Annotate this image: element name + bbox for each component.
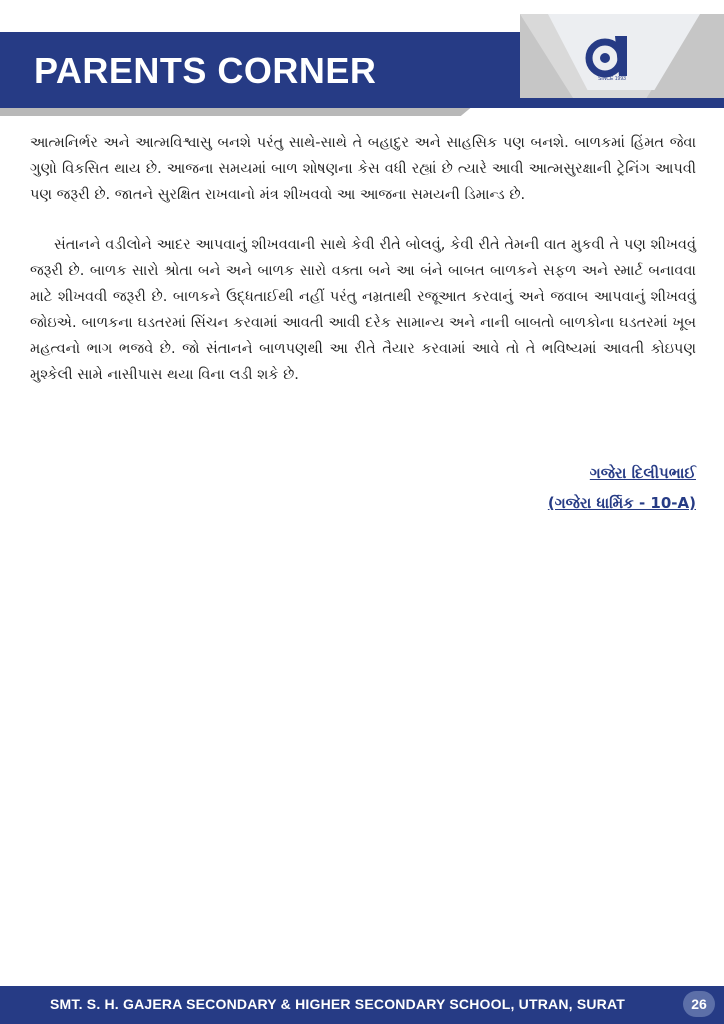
page-number-badge: 26 [683,991,715,1017]
author-detail: (ગજેરા ધાર્મિક - 10-A) [547,494,696,512]
page-title: PARENTS CORNER [34,50,377,91]
author-signature [548,458,696,518]
school-logo-icon [583,30,635,82]
footer-school-name: SMT. S. H. GAJERA SECONDARY & HIGHER SECONDARY SCHOOL, UTRAN, SURAT [50,996,626,1012]
article-body [30,130,696,412]
article-paragraph: આત્મનિર્ભર અને આત્મવિશ્વાસુ બનશે પરંતુ સાથે-સાથે તે બહાદુર અને સાહસિક પણ બનશે. બાળકમાં હિંમત જેવા ગુણો વિકસિત થાય છે. આજના સમયમાં બાળ શોષણના કેસ વધી રહ્યાં છે ત્યારે આવી આત્મસુરક્ષાની ટ્રેનિંગ આપવી પણ જરૂરી છે. જાતને સુરક્ષિત રાખવાનો મંત્ર શીખવવો આ આજના સમયની ડિમાન્ડ છે. [30,135,696,203]
article-paragraph: સંતાનને વડીલોને આદર આપવાનું શીખવવાની સાથે કેવી રીતે બોલવું, કેવી રીતે તેમની વાત મુકવી તે પણ શીખવવું જરૂરી છે. બાળક સારો શ્રોતા બને અને બાળક સારો વક્તા બને આ બંને બાબત બાળકને સફળ અને સ્માર્ટ બનાવવા માટે શીખવવી જરૂરી છે. બાળકને ઉદ્ધતાઈથી નહીં પરંતુ નમ્રતાથી રજૂઆત કરવાનું અને જવાબ આપવાનું શીખવવું જોઇએ. બાળકના ઘડતરમાં સિંચન કરવામાં આવતી આવી દરેક સામાન્ય અને નાની બાબતો બાળકોના ઘડતરમાં ખૂબ મહત્વનો ભાગ ભજવે છે. જો સંતાનને બાળપણથી આ રીતે તૈયાર કરવામાં આવે તો તે ભવિષ્યમાં આવતી કોઇપણ મુશ્કેલી સામે નાસીપાસ થયા વિના લડી શકે છે. [30,237,696,383]
logo-since-text: SINCE 1993 [598,76,626,82]
author-name: ગજેરા દિલીપભાઈ [589,464,696,482]
